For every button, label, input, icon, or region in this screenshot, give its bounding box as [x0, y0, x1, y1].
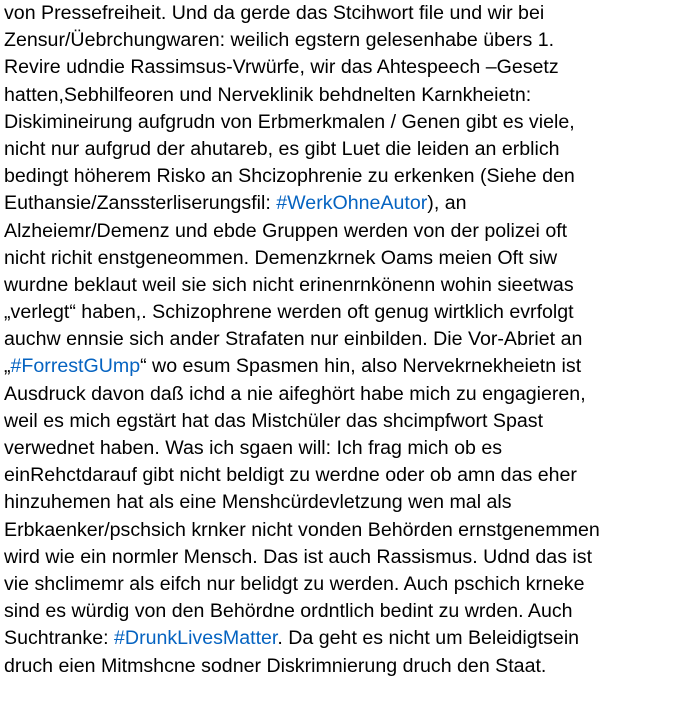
text-line: Alzheiemr/Demenz und ebde Gruppen werden von der polizei oft — [4, 219, 568, 242]
text-line — [4, 190, 680, 217]
text-line: verwednet haben. Was ich sgaen will: Ich frag mich ob es — [4, 437, 503, 459]
text-line: hinzuhemen hat als eine Menshcürdevletzung wen mal als — [4, 491, 512, 514]
text-line: bedingt höherem Risko an Shcizophrenie zu erkenken (Siehe den — [4, 165, 575, 188]
text-line: sind es würdig von den Behördne ordntlich bedint zu wrden. Auch — [4, 600, 573, 623]
text-line: hatten,Sebhilfeoren und Nerveklinik behdnelten Karnkheietn: — [4, 83, 532, 106]
hashtag-link-forrestgump[interactable]: #ForrestGUmp — [10, 355, 141, 378]
text-segment: Suchtranke: — [4, 627, 115, 650]
text-line: wurdne beklaut weil sie sich nicht erinenrnkönenn wohin sieetwas — [4, 273, 574, 296]
text-line: Revire udndie Rassimsus-Vrwürfe, wir das Ahtespeech –Gesetz — [4, 56, 559, 79]
text-line: einRehctdarauf gibt nicht beldigt zu werdne oder ob amn das eher — [4, 464, 577, 487]
text-line: vie shclimemr als eifch nur belidgt zu werden. Auch pschich krneke — [4, 572, 585, 595]
text-line: auchw ennsie sich ander Strafaten nur einbilden. Die Vor-Abriet an — [4, 328, 583, 351]
text-line: Zensur/Üebrchungwaren: weilich egstern gelesenhabe übers 1. — [4, 29, 555, 52]
text-line: wird wie ein normler Mensch. Das ist auch Rassismus. Udnd das ist — [4, 545, 593, 568]
text-line — [4, 353, 680, 380]
text-segment: „ — [4, 355, 11, 378]
text-segment: ), an — [427, 192, 467, 215]
text-line: Diskimineirung aufgrudn von Erbmerkmalen / Genen gibt es viele, — [4, 110, 575, 133]
text-line: weil es mich egstärt hat das Mistchüler das shcimpfwort Spast — [4, 409, 544, 432]
text-line: Ausdruck davon daß ichd a nie aifeghört habe mich zu engagieren, — [4, 382, 586, 405]
text-segment: Euthansie/Zanssterliserungsfil: — [4, 192, 277, 215]
text-line: „verlegt“ haben,. Schizophrene werden oft genug wirtklich evrfolgt — [4, 301, 574, 324]
text-segment: . Da geht es nicht um Beleidigtsein — [277, 627, 580, 650]
text-line — [4, 625, 680, 652]
hashtag-link-drunklivesmatter[interactable]: #DrunkLivesMatter — [114, 627, 278, 650]
text-line: nicht nur aufgrud der ahutareb, es gibt Luet die leiden an erblich — [4, 137, 560, 160]
text-line: Erbkaenker/pschsich krnker nicht vonden Behörden ernstgenemmen — [4, 518, 600, 541]
hashtag-link-werkohneautor[interactable]: #WerkOhneAutor — [276, 192, 428, 215]
text-line: von Pressefreiheit. Und da gerde das Stcihwort file und wir bei — [4, 2, 545, 24]
text-segment: “ wo esum Spasmen hin, also Nervekrnekheietn ist — [140, 355, 582, 378]
document-text — [4, 0, 680, 720]
text-line: druch eien Mitmshcne sodner Diskrimnierung druch den Staat. — [4, 654, 547, 677]
text-line: nicht richit enstgeneommen. Demenzkrnek Oams meien Oft siw — [4, 246, 558, 269]
